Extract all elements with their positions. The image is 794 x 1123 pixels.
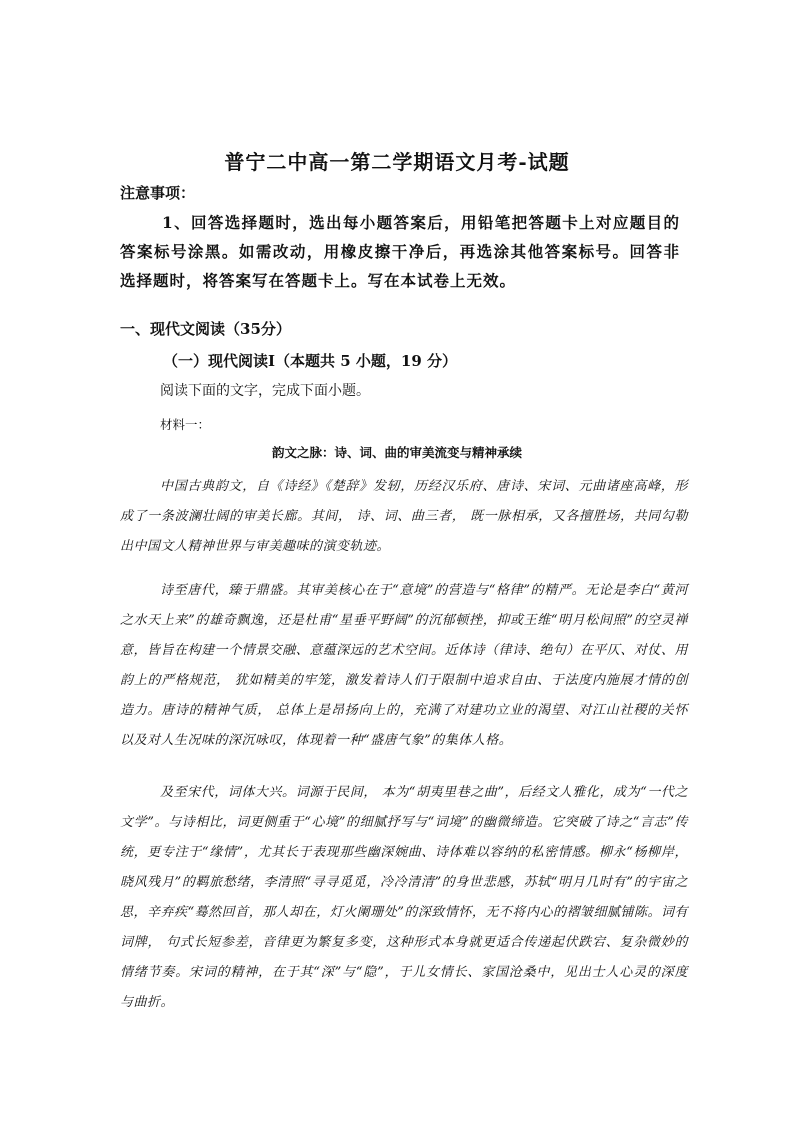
material-label: 材料一：	[160, 417, 211, 432]
subsection-heading: （一）现代阅读Ⅰ（本题共 5 小题，19 分）	[163, 352, 457, 370]
notice-text: 1、回答选择题时，选出每小题答案后，用铅笔把答题卡上对应题目的答案标号涂黑。如需改动，用橡皮擦干净后，再选涂其他答案标号。回答非选择题时，将答案写在答题卡上。写在本试卷上无效。	[120, 213, 680, 290]
article-paragraph: 及至宋代，词体大兴。词源于民间， 本为“胡夷里巷之曲”，后经文人雅化，成为“一代之文学”。与诗相比，词更侧重于“心境”的细腻抒写与“词境”的幽微缔造。它突破了诗之“言志”传统，更专注于“缘情”，尤其长于表现那些幽深婉曲、诗体难以容纳的私密情感。柳永“杨柳岸，晓风残月”的羁旅愁绪，李清照“寻寻觅觅，冷冷清清”的身世悲感，苏轼“明月几时有”的宇宙之思，辛弃疾“蓦然回首，那人却在，灯火阑珊处”的深致情怀，无不将内心的褶皱细腻铺陈。词有词牌， 句式长短参差，音律更为繁复多变，这种形式本身就更适合传递起伏跌宕、复杂微妙的情绪节奏。宋词的精神，在于其“深”与“隐”，于儿女情长、家国沧桑中，见出士人心灵的深度与曲折。	[120, 785, 688, 1010]
page-title: 普宁二中高一第二学期语文月考-试题	[224, 150, 570, 174]
section-heading: 一、现代文阅读（35分）	[120, 320, 291, 338]
article-paragraph: 诗至唐代，臻于鼎盛。其审美核心在于“意境”的营造与“格律”的精严。无论是李白“黄河之水天上来”的雄奇飘逸，还是杜甫“星垂平野阔”的沉郁顿挫，抑或王维“明月松间照”的空灵禅意，皆旨在构建一个情景交融、意蕴深远的艺术空间。近体诗（律诗、绝句）在平仄、对仗、用韵上的严格规范， 犹如精美的牢笼，激发着诗人们于限制中追求自由、于法度内施展才情的创造力。唐诗的精神气质， 总体上是昂扬向上的，充满了对建功立业的渴望、对江山社稷的关怀以及对人生况味的深沉咏叹，体现着一种“盛唐气象”的集体人格。	[120, 583, 688, 748]
instruction-text: 阅读下面的文字，完成下面小题。	[160, 383, 370, 399]
article-title: 韵文之脉：诗、词、曲的审美流变与精神承续	[271, 445, 522, 460]
notice-heading: 注意事项：	[120, 184, 196, 202]
article-paragraph: 中国古典韵文，自《诗经》《楚辞》发轫，历经汉乐府、唐诗、宋词、元曲诸座高峰，形成了一条波澜壮阔的审美长廊。其间， 诗、词、曲三者， 既一脉相承，又各擅胜场，共同勾勒出中国文人精神世界与审美趣味的演变轨迹。	[120, 479, 688, 554]
